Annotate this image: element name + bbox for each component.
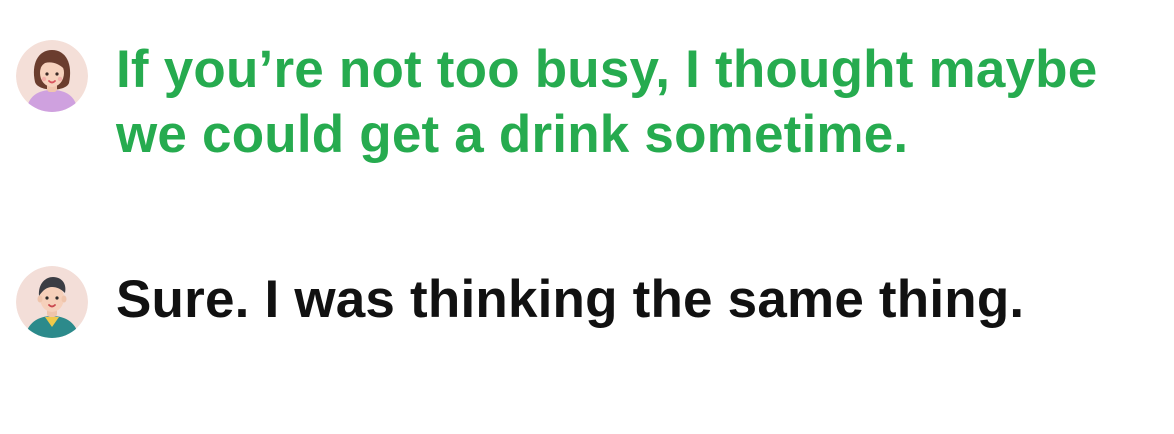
woman-avatar-icon bbox=[16, 40, 88, 112]
dialogue-line-2 bbox=[16, 264, 1156, 338]
man-avatar-icon bbox=[16, 266, 88, 338]
dialogue-line-1 bbox=[16, 38, 1156, 167]
dialogue-text-2: Sure. I was thinking the same thing. bbox=[116, 270, 1025, 329]
dialogue-text-1: If you’re not too busy, I thought maybe we could get a drink sometime. bbox=[116, 40, 1098, 164]
